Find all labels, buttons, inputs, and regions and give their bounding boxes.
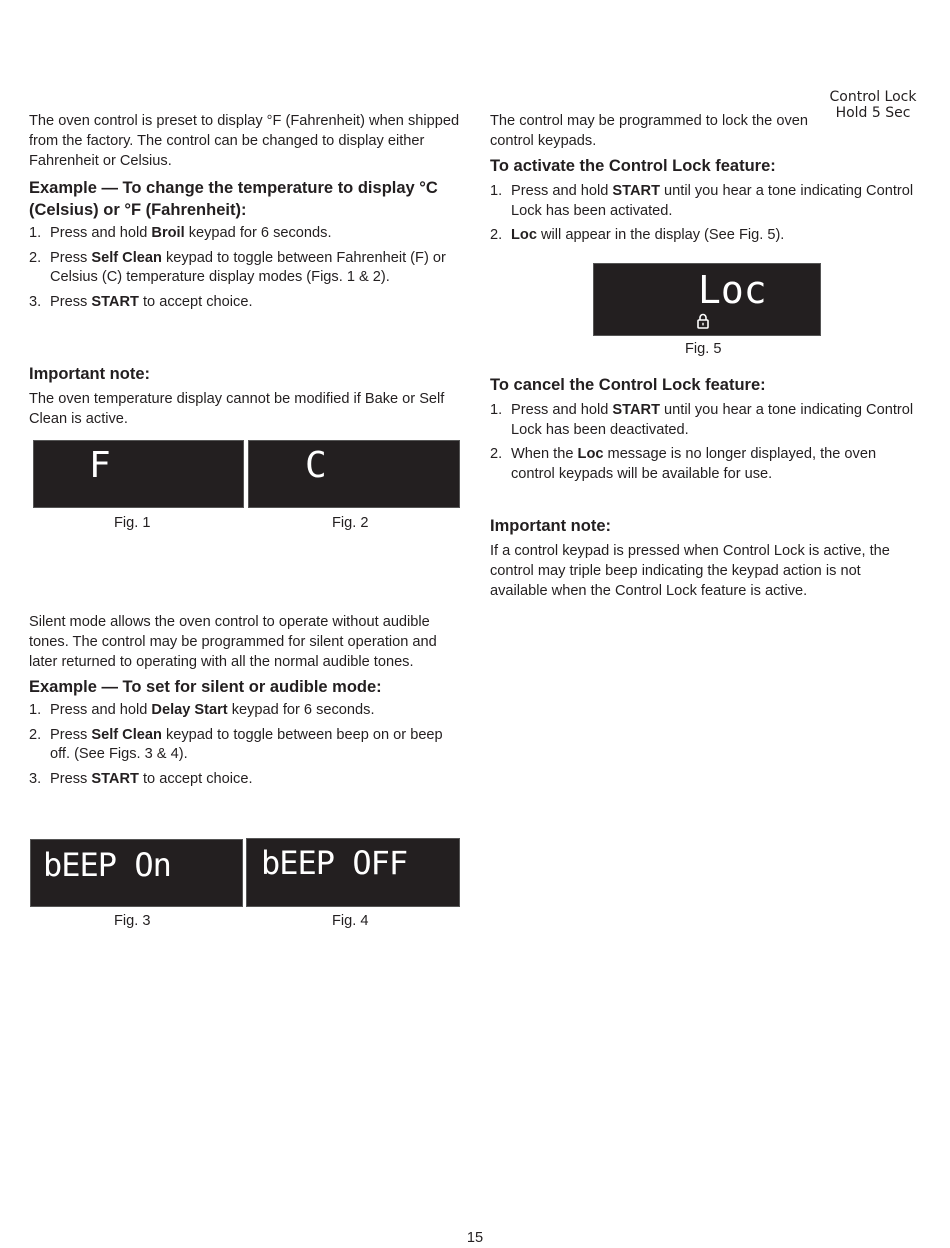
fig5-display-text: Loc [698, 268, 767, 312]
activate-steps [490, 182, 920, 246]
list-item: 3. Press START to accept choice. [29, 770, 253, 787]
page-number: 15 [466, 1230, 484, 1246]
fig3-caption: Fig. 3 [114, 913, 151, 929]
fig3-display [30, 839, 243, 907]
silent-mode-section [29, 612, 459, 789]
fig2-display-text: C [305, 445, 327, 486]
left-note-text: The oven temperature display cannot be modified if Bake or Self Clean is active. [29, 391, 445, 427]
temperature-section [29, 111, 464, 312]
right-note-text: If a control keypad is pressed when Control Lock is active, the control may triple beep indicating the keypad action is not available when the Control Lock feature is active. [490, 543, 890, 599]
list-item: 2. Press Self Clean keypad to toggle between Fahrenheit (F) or Celsius (C) temperature display modes (Figs. 1 & 2). [29, 249, 446, 285]
fig3-display-text: bEEP On [43, 846, 171, 884]
fig2-caption: Fig. 2 [332, 515, 369, 531]
control-lock-label [818, 89, 928, 121]
list-item: 2. Loc will appear in the display (See Fig. 5). [490, 227, 785, 243]
cancel-heading: To cancel the Control Lock feature: [490, 376, 766, 394]
list-item: 2. Press Self Clean keypad to toggle between beep on or beep off. (See Figs. 3 & 4). [29, 726, 443, 762]
control-lock-label-line1: Control Lock [829, 89, 917, 105]
fig4-display [246, 838, 460, 907]
list-item: 1. Press and hold START until you hear a tone indicating Control Lock has been activated. [490, 183, 914, 219]
list-item: 1. Press and hold Delay Start keypad for 6 seconds. [29, 702, 375, 718]
silent-intro: Silent mode allows the oven control to operate without audible tones. The control may be programmed for silent operation and later returned to operating with all the normal audible tones. [29, 614, 437, 670]
activate-heading: To activate the Control Lock feature: [490, 157, 776, 175]
silent-heading: Example — To set for silent or audible mode: [29, 678, 382, 696]
right-note-heading: Important note: [490, 517, 611, 535]
left-note-heading: Important note: [29, 365, 150, 383]
temperature-steps [29, 224, 464, 312]
silent-steps [29, 701, 459, 789]
fig1-caption: Fig. 1 [114, 515, 151, 531]
temperature-intro: The oven control is preset to display °F (Fahrenheit) when shipped from the factory. The control can be changed to display either Fahrenheit or Celsius. [29, 113, 460, 169]
fig4-caption: Fig. 4 [332, 913, 369, 929]
control-lock-label-line2: Hold 5 Sec [835, 105, 911, 121]
lock-icon [696, 313, 710, 329]
fig1-display [33, 440, 244, 508]
lock-intro: The control may be programmed to lock the oven control keypads. [490, 113, 808, 149]
list-item: 1. Press and hold START until you hear a tone indicating Control Lock has been deactivated. [490, 402, 914, 438]
fig2-display [248, 440, 460, 508]
fig5-caption: Fig. 5 [685, 341, 722, 357]
cancel-steps [490, 401, 920, 484]
temperature-heading: Example — To change the temperature to display °C (Celsius) or °F (Fahrenheit): [29, 179, 438, 219]
list-item: 1. Press and hold Broil keypad for 6 seconds. [29, 225, 332, 241]
list-item: 2. When the Loc message is no longer displayed, the oven control keypads will be available for use. [490, 446, 877, 482]
list-item: 3. Press START to accept choice. [29, 293, 253, 310]
fig4-display-text: bEEP OFF [261, 844, 408, 882]
fig5-display [593, 263, 821, 336]
fig1-display-text: F [89, 445, 111, 486]
